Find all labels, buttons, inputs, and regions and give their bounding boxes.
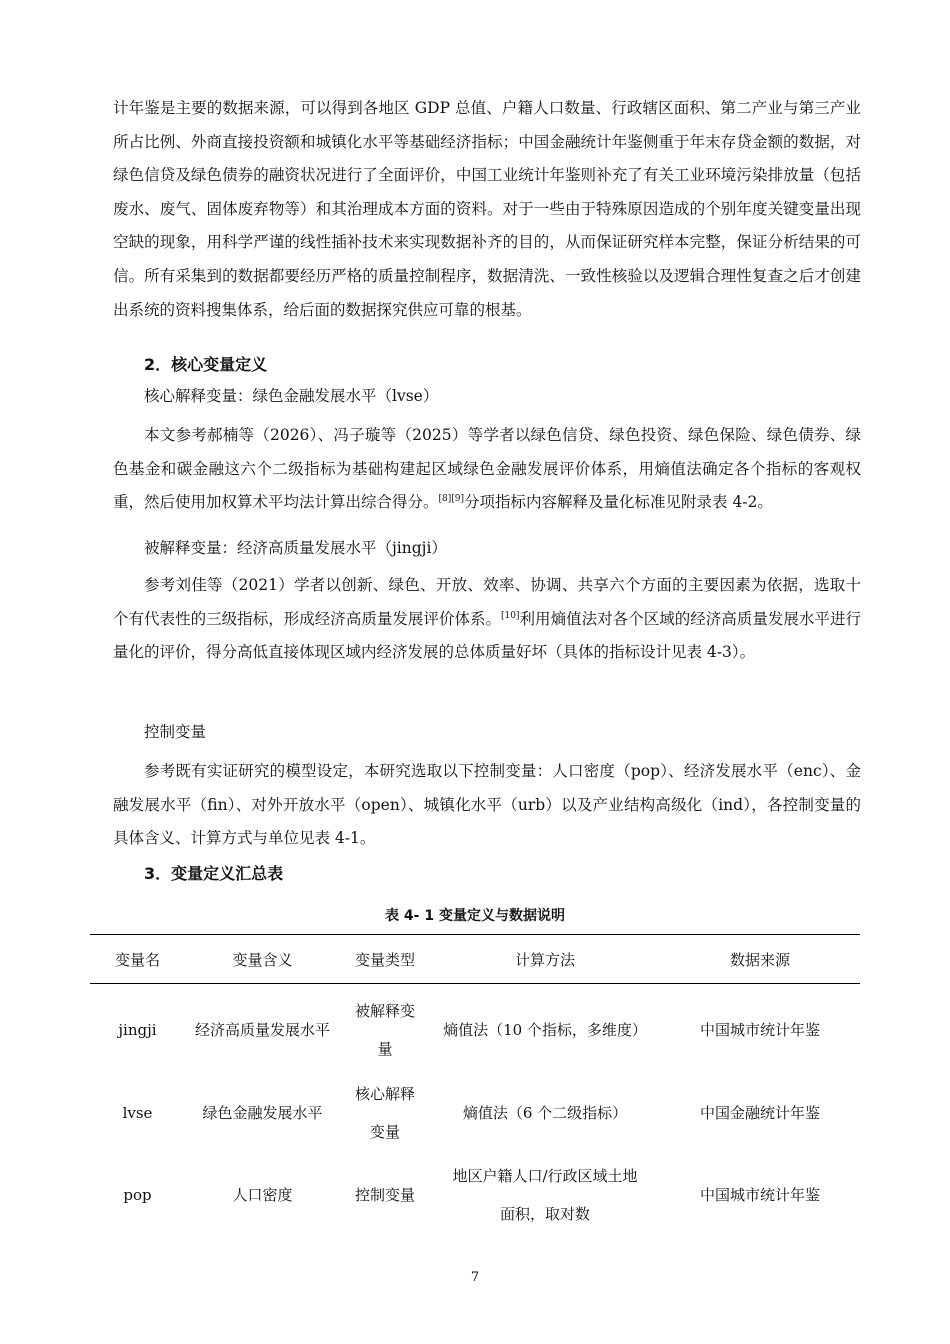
page-number: 7 <box>470 1270 480 1285</box>
header-variable-name: 变量名 <box>90 935 185 984</box>
paragraph-text: 计年鉴是主要的数据来源，可以得到各地区 GDP 总值、户籍人口数量、行政辖区面积、第二产业与第三产业所占比例、外商直接投资额和城镇化水平等基础经济指标；中国金融统计年鉴侧重于年末存贷金额的数据，对绿色信贷及绿色债券的融资状况进行了全面评价，中国工业统计年鉴则补充了有关工业环境污染排放量（包括废水、废气、固体废弃物等）和其治理成本方面的资料。对于一些由于特殊原因造成的个别年度关键变量出现空缺的现象，用科学严谨的线性插补技术来实现数据补齐的目的，从而保证研究样本完整，保证分析结果的可信。所有采集到的数据都要经历严格的质量控制程序，数据清洗、一致性核验以及逻辑合理性复查之后才创建出系统的资料搜集体系，给后面的数据探究供应可靠的根基。 <box>113 99 861 319</box>
table-caption: 表 4- 1 变量定义与数据说明 <box>385 908 565 924</box>
paragraph-text: 参考既有实证研究的模型设定，本研究选取以下控制变量：人口密度（pop）、经济发展水平（enc）、金融发展水平（fin）、对外开放水平（open）、城镇化水平（urb）以及产业结构高级化（ind），各控制变量的具体含义、计算方式与单位见表 4-1。 <box>113 762 861 848</box>
cell-variable-meaning: 经济高质量发展水平 <box>194 1021 330 1039</box>
citation-marker: [8][9] <box>438 494 465 505</box>
paragraph-dependent-variable <box>113 569 861 670</box>
cell-variable-type: 控制变量 <box>354 1186 415 1204</box>
cell-calculation-method: 熵值法（10 个指标，多维度） <box>443 1021 647 1039</box>
table-row <box>90 984 860 1073</box>
paragraph-core-variable <box>113 419 861 520</box>
paragraph-data-sources <box>113 92 861 327</box>
paragraph-text: 分项指标内容解释及量化标准见附录表 4-2。 <box>464 493 773 512</box>
cell-calculation-method: 地区户籍人口/行政区域土地面积，取对数 <box>452 1167 638 1223</box>
cell-variable-name: lvse <box>122 1104 153 1122</box>
variable-definition-table <box>90 934 860 1236</box>
section-heading-summary-table: 3．变量定义汇总表 <box>144 864 284 883</box>
header-variable-meaning: 变量含义 <box>185 935 340 984</box>
table-row <box>90 1072 860 1154</box>
paragraph-control-variables <box>113 755 861 856</box>
cell-data-source: 中国金融统计年鉴 <box>699 1104 820 1122</box>
control-variable-label: 控制变量 <box>144 723 207 741</box>
core-variable-label: 核心解释变量：绿色金融发展水平（lvse） <box>144 387 439 405</box>
cell-calculation-method: 熵值法（6 个二级指标） <box>462 1104 628 1122</box>
header-variable-type: 变量类型 <box>340 935 430 984</box>
section-heading-core-variables: 2．核心变量定义 <box>144 355 268 374</box>
dependent-variable-label: 被解释变量：经济高质量发展水平（jingji） <box>144 539 447 557</box>
header-data-source: 数据来源 <box>660 935 860 984</box>
cell-data-source: 中国城市统计年鉴 <box>699 1186 820 1204</box>
header-calculation-method: 计算方法 <box>430 935 660 984</box>
table-header-row <box>90 935 860 984</box>
cell-variable-name: pop <box>123 1186 152 1204</box>
cell-data-source: 中国城市统计年鉴 <box>699 1021 820 1039</box>
cell-variable-type: 核心解释变量 <box>354 1085 415 1141</box>
paragraph-text: 参考刘佳等（2021）学者以创新、绿色、开放、效率、协调、共享六个方面的主要因素为依据，选取十个有代表性的三级指标，形成经济高质量发展评价体系。 <box>113 576 861 628</box>
citation-marker: [10] <box>501 610 520 621</box>
cell-variable-meaning: 绿色金融发展水平 <box>202 1104 323 1122</box>
cell-variable-meaning: 人口密度 <box>232 1186 293 1204</box>
cell-variable-name: jingji <box>118 1021 157 1039</box>
cell-variable-type: 被解释变量 <box>354 1002 415 1058</box>
table-row <box>90 1154 860 1236</box>
paragraph-text: 利用熵值法对各个区域的经济高质量发展水平进行量化的评价，得分高低直接体现区域内经济发展的总体质量好坏（具体的指标设计见表 4-3）。 <box>113 609 861 662</box>
paragraph-text: 本文参考郝楠等（2026）、冯子璇等（2025）等学者以绿色信贷、绿色投资、绿色保险、绿色债券、绿色基金和碳金融这六个二级指标为基础构建起区域绿色金融发展评价体系，用熵值法确定各个指标的客观权重，然后使用加权算术平均法计算出综合得分。 <box>113 426 861 512</box>
